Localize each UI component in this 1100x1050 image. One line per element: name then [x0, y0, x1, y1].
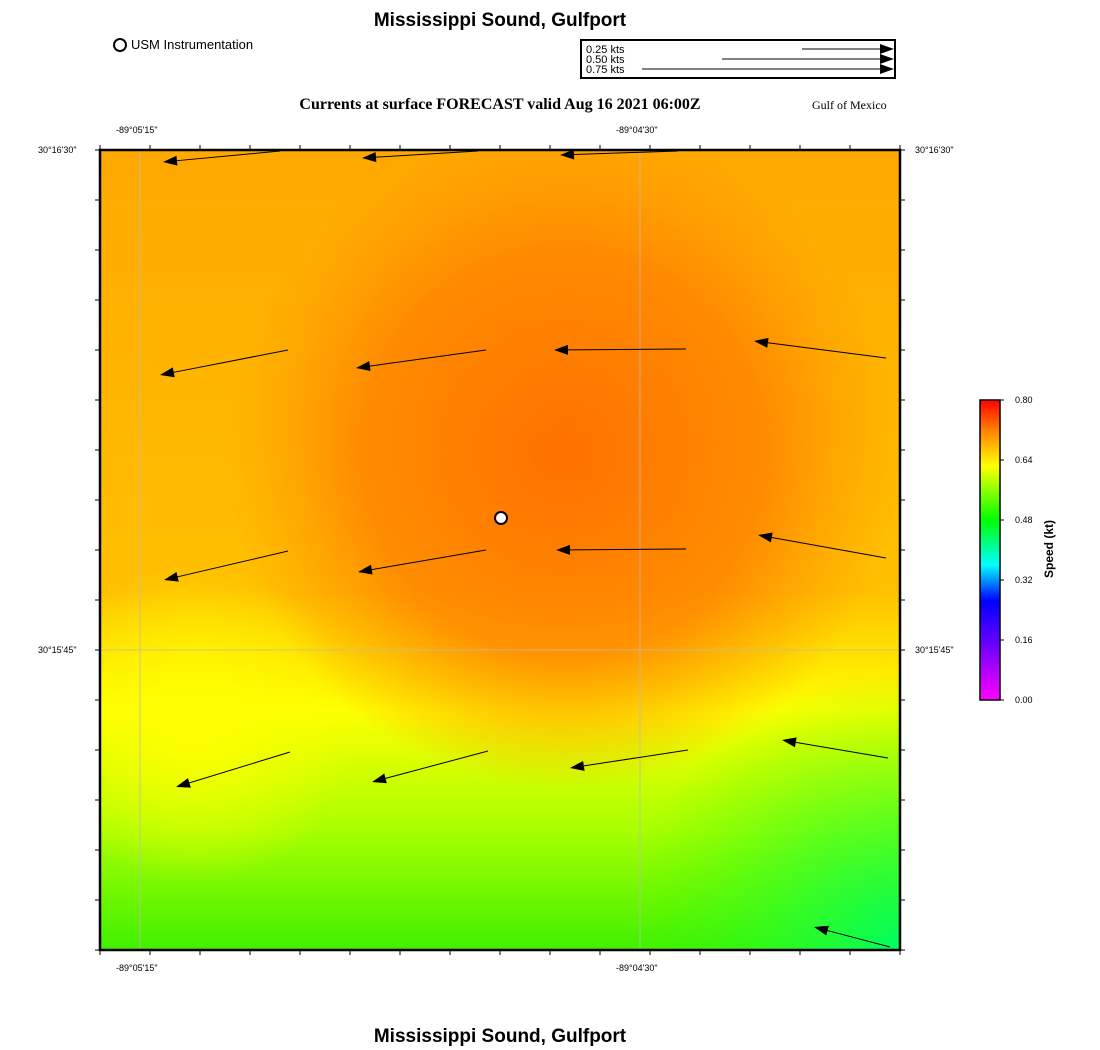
current-map [90, 140, 912, 960]
footer-title: Mississippi Sound, Gulfport [373, 1026, 627, 1047]
lon-tick-top-1: -89°05'15" [116, 125, 158, 135]
lat-tick-right-2: 30°15'45" [915, 645, 954, 655]
colorbar-gradient [980, 400, 1000, 700]
scale-label-025: 0.25 kts [586, 44, 625, 56]
speed-field-low [100, 150, 900, 950]
scale-label-050: 0.50 kts [586, 54, 625, 66]
vector-scale-legend [580, 39, 898, 81]
region-label: Gulf of Mexico [812, 98, 887, 112]
lon-tick-bottom-2: -89°04'30" [616, 963, 658, 973]
lon-tick-top-2: -89°04'30" [616, 125, 658, 135]
colorbar-tick-048: 0.48 [1015, 515, 1033, 525]
instrument-legend-label: USM Instrumentation [131, 37, 254, 52]
scale-label-075: 0.75 kts [586, 64, 625, 76]
colorbar-tick-000: 0.00 [1015, 695, 1033, 705]
lon-tick-bottom-1: -89°05'15" [116, 963, 158, 973]
lat-tick-right-1: 30°16'30" [915, 145, 954, 155]
colorbar-tick-064: 0.64 [1015, 455, 1033, 465]
instrument-legend [113, 37, 253, 52]
forecast-subtitle: Currents at surface FORECAST valid Aug 16 2021 06:00Z [299, 96, 701, 113]
lat-tick-left-2: 30°15'45" [38, 645, 77, 655]
colorbar-tick-080: 0.80 [1015, 395, 1033, 405]
instrument-station-marker [495, 512, 507, 524]
lat-tick-left-1: 30°16'30" [38, 145, 77, 155]
colorbar-title: Speed (kt) [1042, 519, 1057, 579]
colorbar-tick-016: 0.16 [1015, 635, 1033, 645]
map-title: Mississippi Sound, Gulfport [373, 10, 627, 31]
speed-colorbar [975, 395, 1035, 707]
colorbar-tick-032: 0.32 [1015, 575, 1033, 585]
instrument-marker-icon [113, 38, 127, 52]
